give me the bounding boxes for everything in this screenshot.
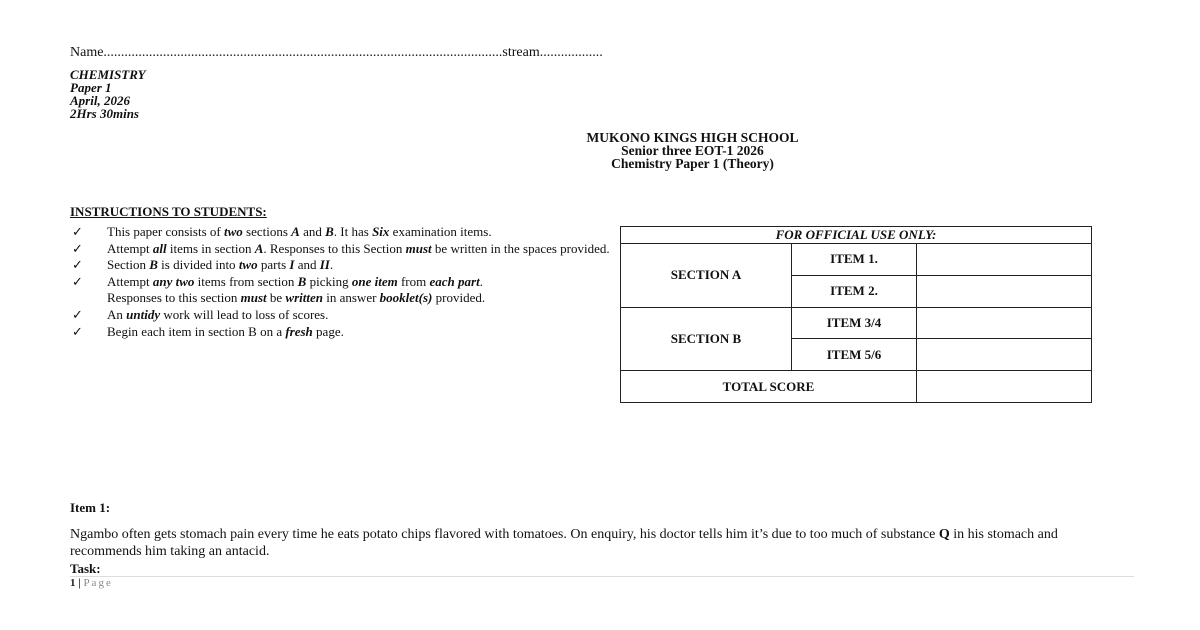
total-score-cell: [917, 371, 1092, 403]
instruction-item: ✓ Begin each item in section B on a fresh page.: [72, 323, 344, 339]
item-2-label: ITEM 2.: [792, 275, 917, 307]
checkmark-icon: ✓: [72, 240, 83, 256]
footer-rule: [70, 576, 1134, 577]
section-b-label: SECTION B: [621, 307, 792, 371]
exam-date: April, 2026: [70, 93, 130, 108]
duration: 2Hrs 30mins: [70, 106, 139, 121]
item-56-label: ITEM 5/6: [792, 339, 917, 371]
page-number: 1: [70, 577, 76, 589]
item-56-score-cell: [917, 339, 1092, 371]
item-1-heading: Item 1:: [70, 500, 111, 515]
task-label: Task:: [70, 561, 101, 576]
instruction-item: ✓ An untidy work will lead to loss of scores.: [72, 306, 329, 322]
paper-title: Chemistry Paper 1 (Theory): [611, 156, 774, 171]
item-1-text: Ngambo often gets stomach pain every time he eats potato chips flavored with tomatoes. On enquiry, his doctor tells him it’s due to too much of substance Q in his stomach and recommends him taking an antacid.: [70, 527, 1058, 559]
instruction-item: ✓ Attempt all items in section A. Responses to this Section must be written in the spaces provided.: [72, 240, 610, 256]
instruction-item: ✓ This paper consists of two sections A and B. It has Six examination items.: [72, 224, 492, 239]
instruction-item: ✓ Section B is divided into two parts I and II.: [72, 257, 334, 273]
paper-number: Paper 1: [70, 80, 112, 95]
school-name: MUKONO KINGS HIGH SCHOOL: [586, 130, 799, 145]
item-34-score-cell: [917, 307, 1092, 339]
checkmark-icon: ✓: [72, 306, 83, 322]
item-34-label: ITEM 3/4: [792, 307, 917, 339]
checkmark-icon: ✓: [72, 224, 83, 239]
instruction-item: ✓ Attempt any two items from section B picking one item from each part.: [72, 273, 483, 289]
page-word: Page: [83, 577, 113, 589]
official-use-table: [620, 226, 1092, 403]
name-stream-line: Name..................................................................................................................stream..................: [70, 45, 603, 60]
item-1-score-cell: [917, 244, 1092, 276]
instructions-list: [72, 224, 620, 340]
item-2-score-cell: [917, 275, 1092, 307]
school-title-block: [0, 131, 1200, 170]
subject: CHEMISTRY: [70, 67, 146, 82]
checkmark-icon: ✓: [72, 273, 83, 289]
total-score-label: TOTAL SCORE: [621, 371, 917, 403]
table-title: FOR OFFICIAL USE ONLY:: [621, 227, 1092, 244]
instructions-heading: INSTRUCTIONS TO STUDENTS:: [70, 204, 267, 219]
page-footer: 1 | Page: [70, 577, 113, 589]
section-a-label: SECTION A: [621, 244, 792, 308]
checkmark-icon: ✓: [72, 257, 83, 273]
paper-meta: [70, 68, 146, 120]
checkmark-icon: ✓: [72, 323, 83, 339]
item-1-label: ITEM 1.: [792, 244, 917, 276]
instruction-continuation: Responses to this section must be written in answer booklet(s) provided.: [107, 290, 486, 306]
exam-name: Senior three EOT-1 2026: [621, 143, 764, 158]
